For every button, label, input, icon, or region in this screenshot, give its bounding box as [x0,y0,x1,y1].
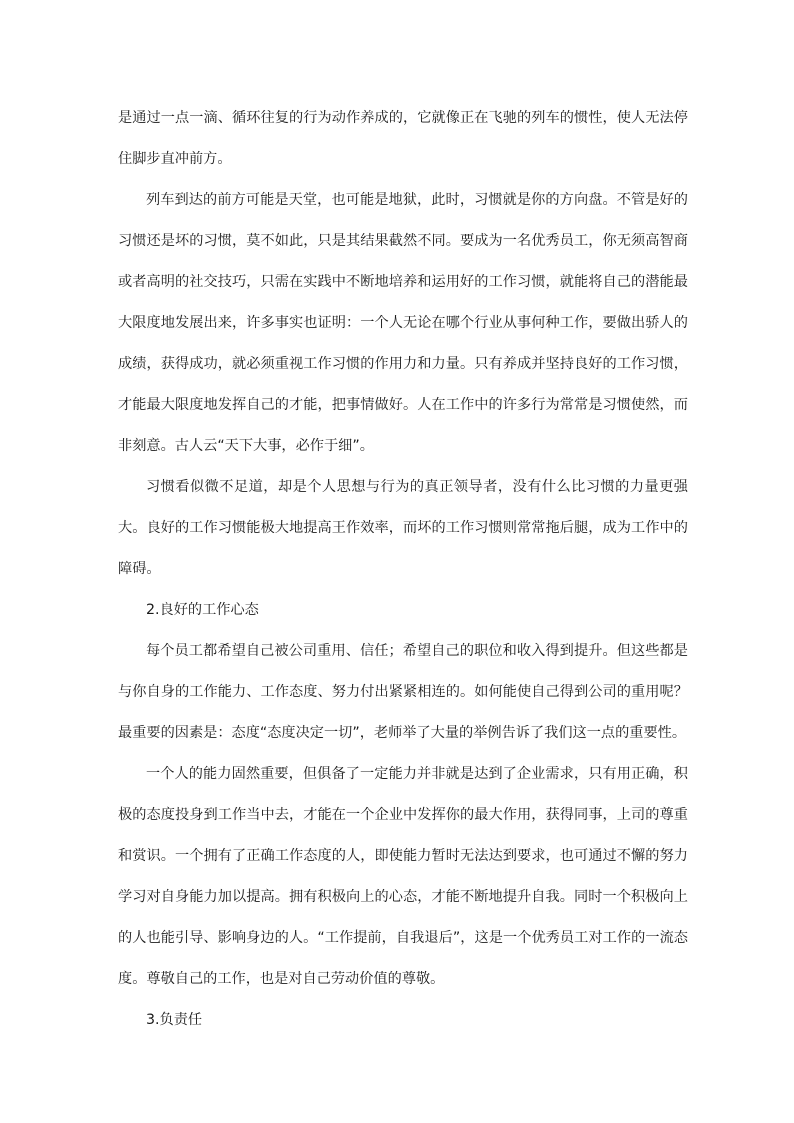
paragraph-train-habit: 列车到达的前方可能是天堂，也可能是地狱，此时，习惯就是你的方向盘。不管是好的习惯还是坏的习惯，莫不如此，只是其结果截然不同。要成为一名优秀员工，你无须高智商或者高明的社交技巧，只需在实践中不断地培养和运用好的工作习惯，就能将自己的潜能最大限度地发展出来，许多事实也证明：一个人无论在哪个行业从事何种工作，要做出骄人的成绩，获得成功，就必须重视工作习惯的作用力和力量。只有养成并坚持良好的工作习惯，才能最大限度地发挥自己的才能，把事情做好。人在工作中的许多行为常常是习惯使然，而非刻意。古人云“天下大事，必作于细”。 [118,192,688,454]
paragraph-habit-leader: 习惯看似微不足道，却是个人思想与行为的真正领导者，没有什么比习惯的力量更强大。良好的工作习惯能极大地提高王作效率，而坏的工作习惯则常常拖后腿，成为工作中的障碍。 [118,479,688,577]
paragraph-ability-attitude: 一个人的能力固然重要，但俱备了一定能力并非就是达到了企业需求，只有用正确，积极的态度投身到工作当中去，才能在一个企业中发挥你的最大作用，获得同事，上司的尊重和赏识。一个拥有了正确工作态度的人，即使能力暂时无法达到要求，也可通过不懈的努力学习对自身能力加以提高。拥有积极向上的心态，才能不断地提升自我。同时一个积极向上的人也能引导、影响身边的人。“工作提前，自我退后”，这是一个优秀员工对工作的一流态度。尊敬自己的工作，也是对自己劳动价值的尊敬。 [118,766,688,987]
paragraph-employee-expectations: 每个员工都希望自己被公司重用、信任；希望自己的职位和收入得到提升。但这些都是与你自身的工作能力、工作态度、努力付出紧紧相连的。如何能使自己得到公司的重用呢？最重要的因素是：态度“态度决定一切”，老师举了大量的举例告诉了我们这一点的重要性。 [118,643,688,741]
paragraph-continuation: 是通过一点一滴、循环往复的行为动作养成的，它就像正在飞驰的列车的惯性，使人无法停住脚步直冲前方。 [118,110,688,167]
section-heading-responsibility: 3.负责任 [146,1012,203,1028]
document-body [118,98,688,1041]
section-heading-work-attitude: 2.良好的工作心态 [146,602,259,618]
